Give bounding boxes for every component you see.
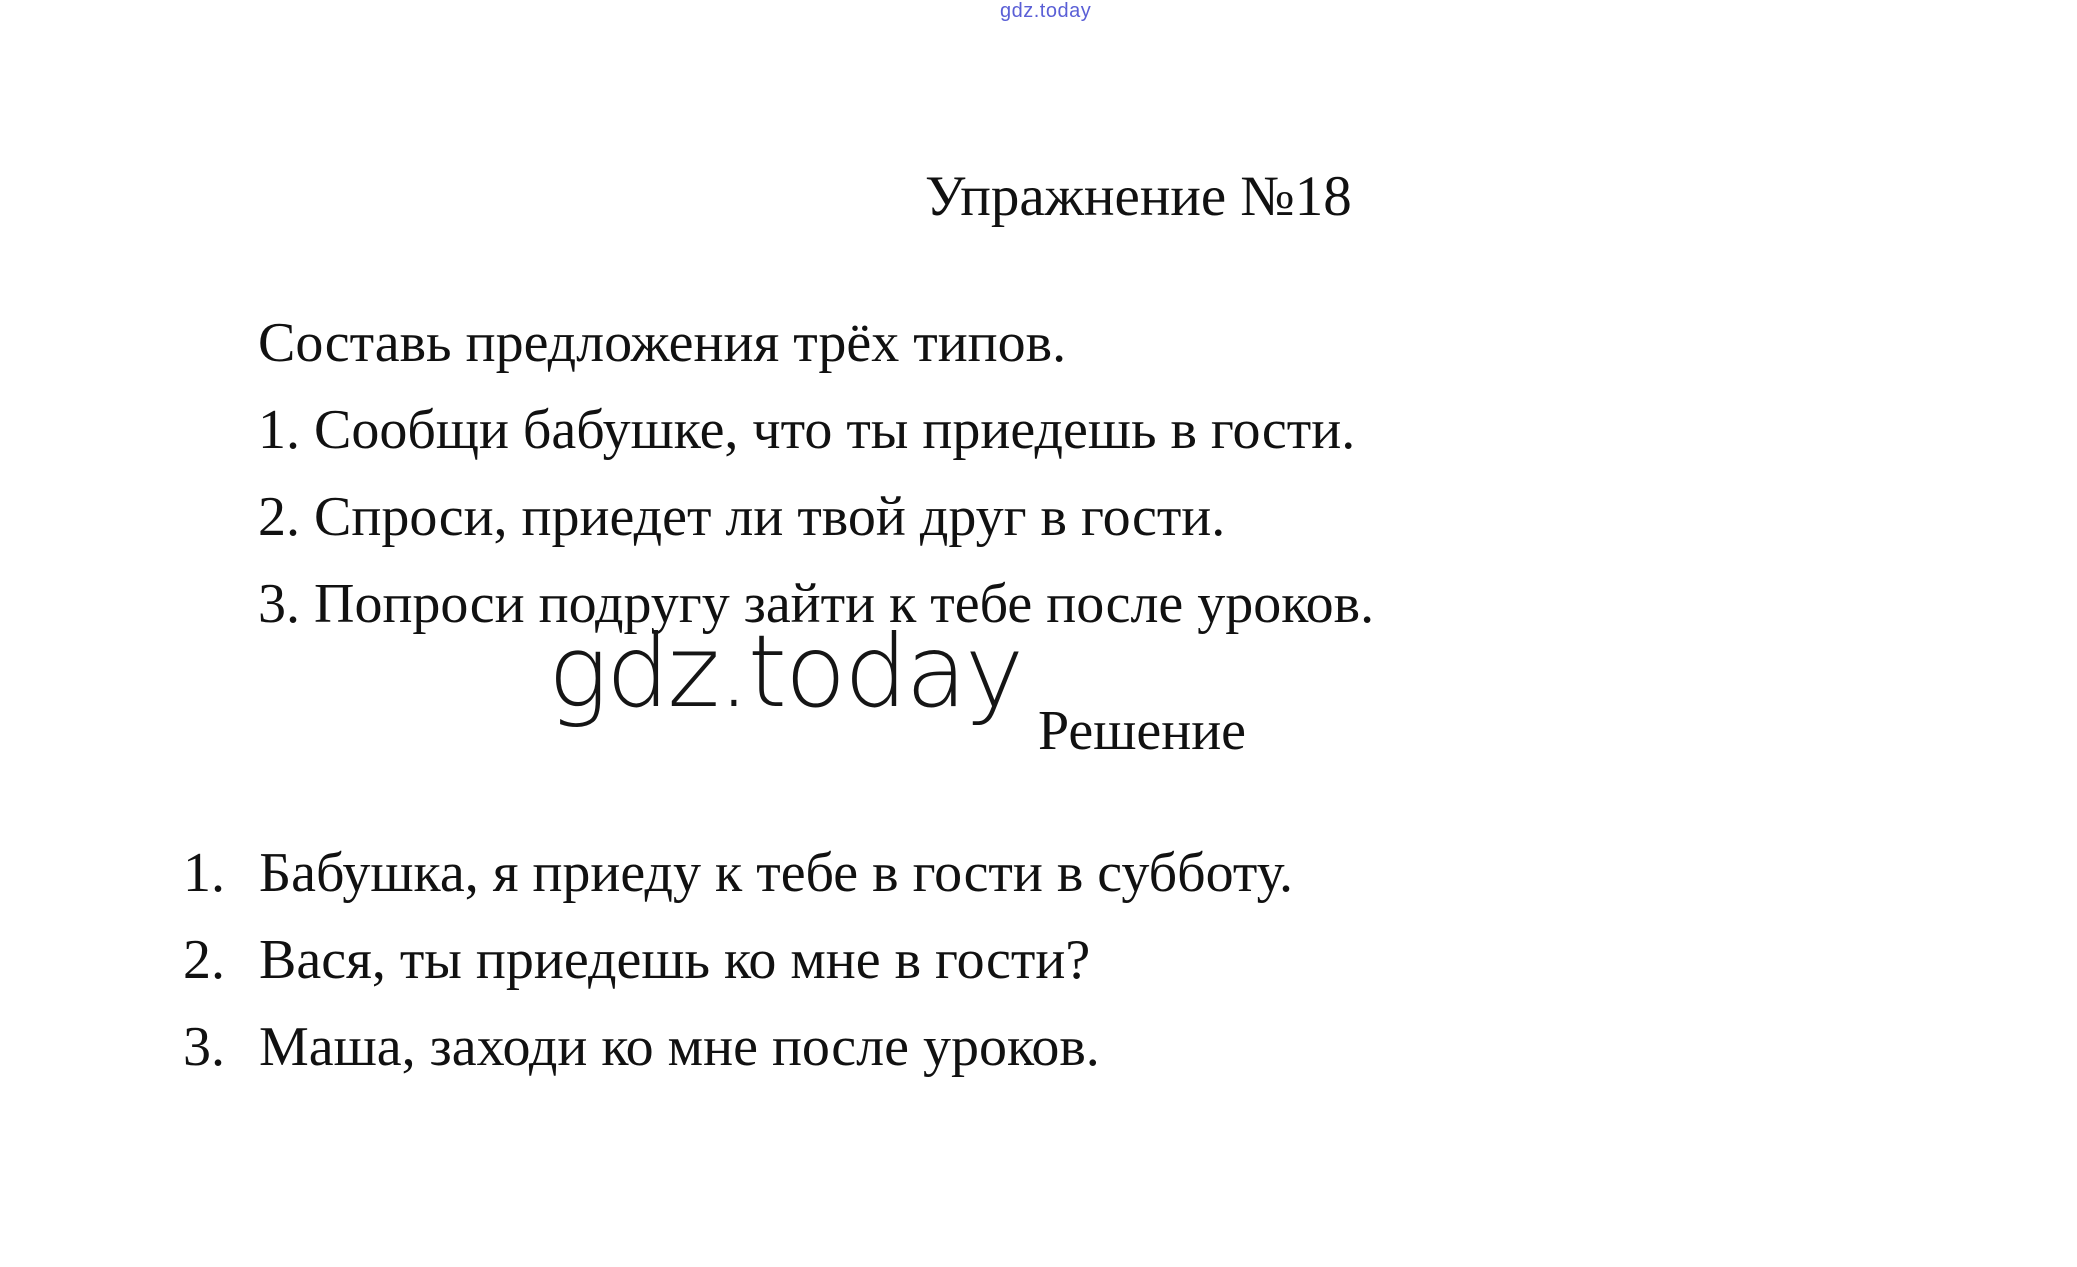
answer-number: 3. — [183, 1016, 225, 1078]
task-block — [258, 300, 1374, 648]
answer-number: 1. — [183, 842, 225, 904]
solution-heading: Решение — [1038, 700, 1247, 762]
task-item: 3. Попроси подругу зайти к тебе после уроков. — [258, 573, 1375, 635]
answer-item — [183, 1004, 1293, 1091]
task-item: 1. Сообщи бабушке, что ты приедешь в гости. — [258, 399, 1356, 461]
answers-list — [183, 830, 1293, 1091]
answer-text: Вася, ты приедешь ко мне в гости? — [259, 929, 1091, 991]
answer-item — [183, 917, 1293, 1004]
answer-item — [183, 830, 1293, 917]
task-instruction: Составь предложения трёх типов. — [258, 312, 1067, 374]
task-item: 2. Спроси, приедет ли твой друг в гости. — [258, 486, 1226, 548]
site-watermark-top: gdz.today — [1000, 0, 1092, 22]
answer-text: Бабушка, я приеду к тебе в гости в субботу. — [259, 842, 1294, 904]
exercise-title: Упражнение №18 — [925, 165, 1352, 228]
answer-text: Маша, заходи ко мне после уроков. — [259, 1016, 1100, 1078]
answer-number: 2. — [183, 929, 225, 991]
site-watermark-logo: gdz.today — [548, 613, 1023, 730]
